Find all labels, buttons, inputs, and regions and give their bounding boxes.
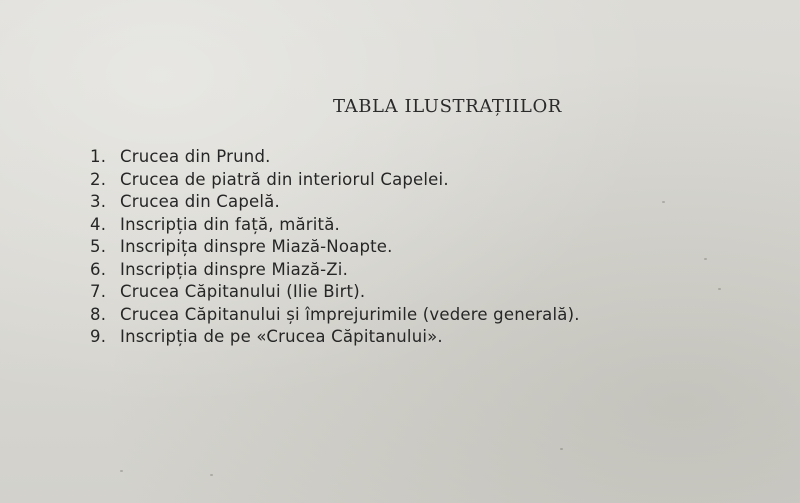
item-text: Crucea Căpitanului și împrejurimile (vedere generală). <box>120 304 580 324</box>
item-text: Inscripția de pe «Crucea Căpitanului». <box>120 327 443 346</box>
item-text: Crucea Căpitanului (Ilie Birt). <box>120 282 366 301</box>
item-text: Inscripția dinspre Miază-Zi. <box>120 259 349 279</box>
list-item <box>90 304 580 327</box>
item-number: 7. <box>90 282 107 301</box>
list-item <box>90 259 580 282</box>
illustrations-list <box>90 146 580 349</box>
paper-speck <box>662 201 665 203</box>
item-text: Inscripița dinspre Miază-Noapte. <box>120 237 393 256</box>
item-number: 8. <box>90 304 107 324</box>
paper-speck <box>120 470 123 472</box>
list-item <box>90 326 580 349</box>
list-item <box>90 281 580 304</box>
list-item <box>90 214 580 237</box>
paper-speck <box>704 258 707 260</box>
item-text: Inscripția din față, mărită. <box>120 214 340 234</box>
item-number: 3. <box>90 192 107 211</box>
item-text: Crucea de piatră din interiorul Capelei. <box>120 169 449 189</box>
item-number: 9. <box>90 327 107 346</box>
list-item <box>90 169 580 192</box>
item-number: 2. <box>90 169 107 189</box>
item-text: Crucea din Prund. <box>120 147 271 166</box>
item-text: Crucea din Capelă. <box>120 192 280 211</box>
item-number: 6. <box>90 259 107 279</box>
paper-speck <box>560 448 563 450</box>
list-item <box>90 236 580 259</box>
list-item <box>90 191 580 214</box>
item-number: 4. <box>90 214 107 234</box>
item-number: 1. <box>90 147 107 166</box>
item-number: 5. <box>90 237 107 256</box>
document-title: TABLA ILUSTRAȚIILOR <box>333 96 562 117</box>
paper-speck <box>210 474 213 476</box>
list-item <box>90 146 580 169</box>
paper-speck <box>718 288 721 290</box>
